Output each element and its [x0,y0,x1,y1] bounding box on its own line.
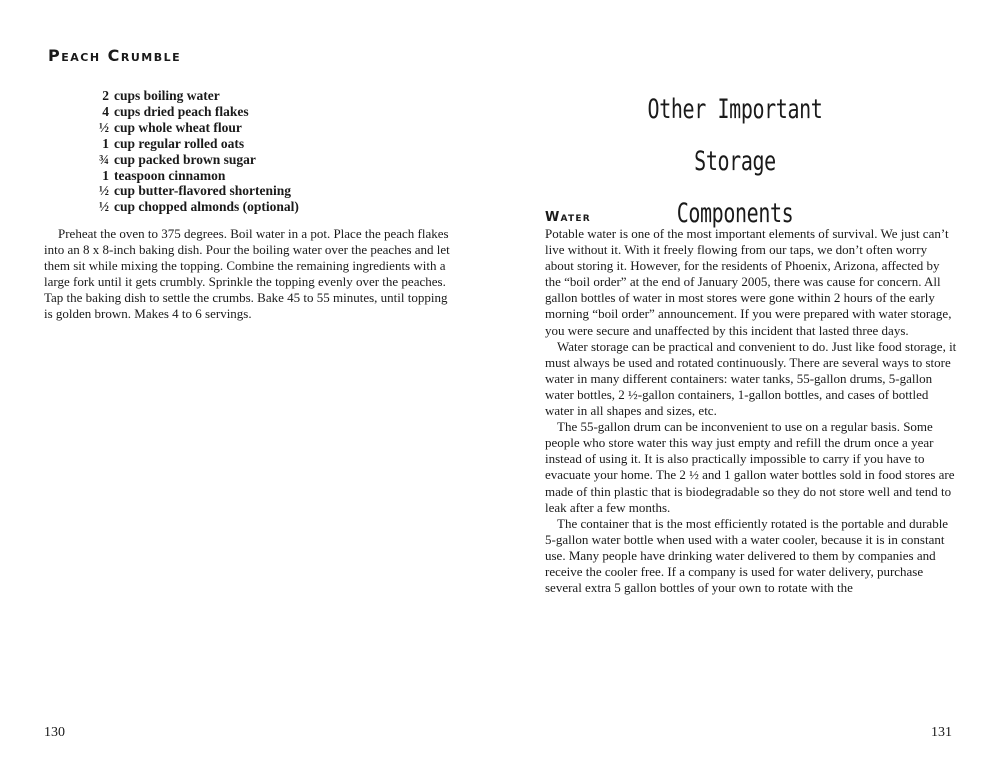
ingredient-name: cups boiling water [114,88,220,103]
ingredient-quantity: ¾ [98,151,109,167]
body-paragraph: Water storage can be practical and convenient to do. Just like food storage, it must always be used and rotated continuously. There are several ways to store water in many different containers: water tanks, 55-gallon drums, 5-gallon water bottles, 2 ½-gallon containers, 1-gallon bottles, and cases of bottled water in all shapes and sizes, etc. [545,338,957,419]
ingredient-name: cup whole wheat flour [114,119,242,135]
ingredient-quantity: 1 [102,135,109,151]
body-paragraph: The 55-gallon drum can be inconvenient to use on a regular basis. Some people who store water this way just empty and refill the drum once a year instead of using it. It is also practically impossible to carry if you have to evacuate your home. The 2 ½ and 1 gallon water bottles sold in food stores are made of thin plastic that is biodegradable so they do not store well and tend to leak after a few months. [545,419,955,515]
ingredient-item [92,199,299,215]
ingredient-name: teaspoon cinnamon [114,167,226,183]
ingredient-name: cup chopped almonds (optional) [114,199,299,215]
ingredient-quantity: 2 [102,88,109,103]
ingredient-name: cups dried peach flakes [114,103,249,119]
ingredient-quantity: 1 [102,167,109,183]
body-text [545,226,957,596]
section-heading-water: Water [545,210,591,225]
ingredient-name: cup packed brown sugar [114,151,256,167]
ingredient-quantity: 4 [102,103,109,119]
ingredient-quantity: ½ [98,199,109,215]
ingredient-name: cup butter-flavored shortening [114,183,291,199]
chapter-title-line-1: Other Important Storage [647,94,823,177]
body-paragraph: The container that is the most efficiently rotated is the portable and durable 5-gallon water bottle when used with a water cooler, because it is in constant use. Many people have drinking water delivered to them by companies and receive the cooler free. If a company is used for water delivery, purchase several extra 5 gallon bottles of your own to rotate with the [545,515,949,596]
recipe-title: Peach Crumble [48,46,182,65]
ingredient-name: cup regular rolled oats [114,135,245,151]
ingredient-item [92,120,299,136]
ingredient-quantity: ½ [98,119,109,135]
page-number-left: 130 [44,725,65,740]
ingredient-list [92,88,299,215]
chapter-title [606,84,865,240]
recipe-directions: Preheat the oven to 375 degrees. Boil water in a pot. Place the peach flakes into an 8 x 8-inch baking dish. Pour the boiling water over the peaches and let them sit while mixing the topping. Combine the remaining ingredients with a large fork until it gets crumbly. Sprinkle the topping evenly over the peaches. Tap the baking dish to settle the crumbs. Bake 45 to 55 minutes, until topping is golden brown. Makes 4 to 6 servings. [44,226,450,322]
body-paragraph: Potable water is one of the most important elements of survival. We just can’t live without it. With it freely flowing from our taps, we don’t often worry about storing it. However, for the residents of Phoenix, Arizona, affected by the “boil order” at the end of January 2005, there was cause for concern. All gallon bottles of water in most stores were gone within 2 hours of the early morning “boil order” announcement. If you were prepared with water storage, you were secure and unaffected by this incident that lasted three days. [545,226,952,338]
page-number-right: 131 [931,725,952,740]
ingredient-item [92,168,299,184]
ingredient-item [92,183,299,199]
ingredient-item [92,152,299,168]
ingredient-item [92,88,299,104]
ingredient-item [92,136,299,152]
ingredient-item [92,104,299,120]
chapter-title-line-2: Components [676,198,794,229]
ingredient-quantity: ½ [98,183,109,199]
